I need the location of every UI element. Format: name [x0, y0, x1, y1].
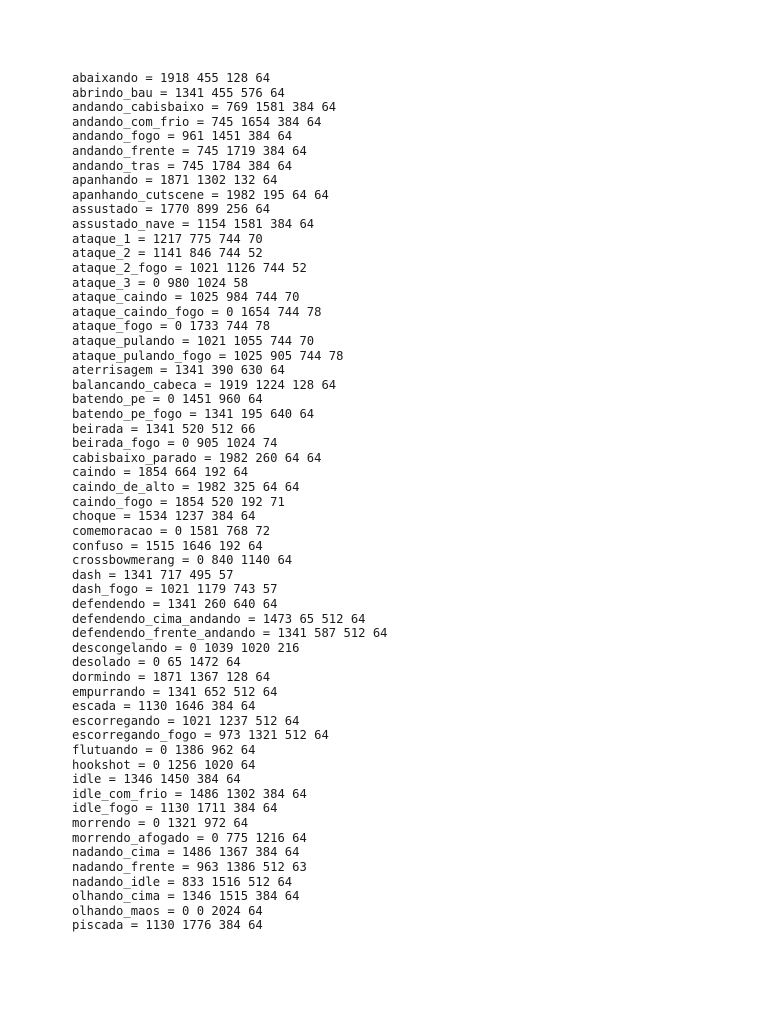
text-line: ataque_pulando_fogo = 1025 905 744 78 — [72, 348, 344, 363]
text-line: escorregando_fogo = 973 1321 512 64 — [72, 728, 329, 743]
text-line: caindo = 1854 664 192 64 — [72, 465, 249, 480]
text-line: olhando_maos = 0 0 2024 64 — [72, 903, 263, 918]
text-line: dash = 1341 717 495 57 — [72, 567, 234, 582]
text-line: abaixando = 1918 455 128 64 — [72, 71, 271, 85]
text-line: hookshot = 0 1256 1020 64 — [72, 757, 256, 772]
text-line: descongelando = 0 1039 1020 216 — [72, 640, 300, 655]
text-line: defendendo_frente_andando = 1341 587 512 64 — [72, 626, 388, 641]
text-line: flutuando = 0 1386 962 64 — [72, 743, 256, 758]
text-line: abrindo_bau = 1341 455 576 64 — [72, 85, 285, 100]
text-line: nadando_frente = 963 1386 512 63 — [72, 859, 307, 874]
text-line: beirada_fogo = 0 905 1024 74 — [72, 436, 278, 451]
text-line: apanhando_cutscene = 1982 195 64 64 — [72, 187, 329, 202]
text-line: apanhando = 1871 1302 132 64 — [72, 173, 278, 188]
text-line: crossbowmerang = 0 840 1140 64 — [72, 553, 293, 568]
text-line: dormindo = 1871 1367 128 64 — [72, 669, 271, 684]
text-line: ataque_caindo_fogo = 0 1654 744 78 — [72, 304, 322, 319]
text-line: assustado = 1770 899 256 64 — [72, 202, 271, 217]
sprite-coordinate-list — [72, 71, 388, 933]
text-line: andando_fogo = 961 1451 384 64 — [72, 129, 293, 144]
text-line: dash_fogo = 1021 1179 743 57 — [72, 582, 278, 597]
text-line: andando_com_frio = 745 1654 384 64 — [72, 114, 322, 129]
text-line: nadando_idle = 833 1516 512 64 — [72, 874, 293, 889]
text-line: nadando_cima = 1486 1367 384 64 — [72, 845, 300, 860]
text-line: ataque_pulando = 1021 1055 744 70 — [72, 333, 315, 348]
text-line: defendendo_cima_andando = 1473 65 512 64 — [72, 611, 366, 626]
text-line: beirada = 1341 520 512 66 — [72, 421, 256, 436]
text-line: andando_tras = 745 1784 384 64 — [72, 158, 293, 173]
text-line: ataque_3 = 0 980 1024 58 — [72, 275, 249, 290]
text-line: morrendo_afogado = 0 775 1216 64 — [72, 830, 307, 845]
text-line: ataque_2 = 1141 846 744 52 — [72, 246, 263, 261]
text-line: ataque_caindo = 1025 984 744 70 — [72, 290, 300, 305]
text-line: escorregando = 1021 1237 512 64 — [72, 713, 300, 728]
text-line: empurrando = 1341 652 512 64 — [72, 684, 278, 699]
text-line: comemoracao = 0 1581 768 72 — [72, 523, 271, 538]
text-line: cabisbaixo_parado = 1982 260 64 64 — [72, 450, 322, 465]
text-line: idle = 1346 1450 384 64 — [72, 772, 241, 787]
text-line: idle_fogo = 1130 1711 384 64 — [72, 801, 278, 816]
text-line: balancando_cabeca = 1919 1224 128 64 — [72, 377, 337, 392]
text-line: ataque_1 = 1217 775 744 70 — [72, 231, 263, 246]
text-line: batendo_pe_fogo = 1341 195 640 64 — [72, 407, 315, 422]
text-line: desolado = 0 65 1472 64 — [72, 655, 241, 670]
text-line: caindo_de_alto = 1982 325 64 64 — [72, 480, 300, 495]
text-line: ataque_2_fogo = 1021 1126 744 52 — [72, 260, 307, 275]
text-line: andando_frente = 745 1719 384 64 — [72, 144, 307, 159]
text-line: caindo_fogo = 1854 520 192 71 — [72, 494, 285, 509]
text-line: defendendo = 1341 260 640 64 — [72, 596, 278, 611]
text-line: escada = 1130 1646 384 64 — [72, 699, 256, 714]
text-line: morrendo = 0 1321 972 64 — [72, 816, 249, 831]
text-line: choque = 1534 1237 384 64 — [72, 509, 256, 524]
text-line: ataque_fogo = 0 1733 744 78 — [72, 319, 271, 334]
text-line: confuso = 1515 1646 192 64 — [72, 538, 263, 553]
text-line: olhando_cima = 1346 1515 384 64 — [72, 889, 300, 904]
text-line: piscada = 1130 1776 384 64 — [72, 918, 263, 933]
text-line: idle_com_frio = 1486 1302 384 64 — [72, 786, 307, 801]
text-line: assustado_nave = 1154 1581 384 64 — [72, 217, 315, 232]
text-line: andando_cabisbaixo = 769 1581 384 64 — [72, 100, 337, 115]
text-line: aterrisagem = 1341 390 630 64 — [72, 363, 285, 378]
text-line: batendo_pe = 0 1451 960 64 — [72, 392, 263, 407]
